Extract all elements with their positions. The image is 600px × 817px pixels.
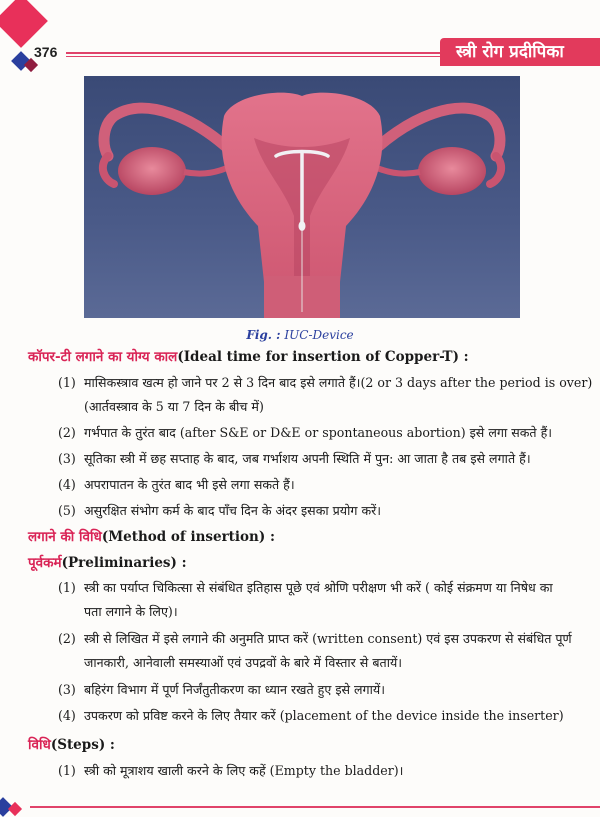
list-number: (1) bbox=[58, 763, 76, 778]
list-item bbox=[28, 679, 385, 701]
list-item bbox=[28, 760, 403, 782]
list-text: उपकरण को प्रविष्ट करने के लिए तैयार करें (placement of the device inside the inserter) bbox=[84, 708, 564, 723]
list-item bbox=[28, 577, 553, 599]
heading-english: (Ideal time for insertion of Copper-T) : bbox=[177, 349, 469, 365]
list-number: (1) bbox=[58, 580, 76, 595]
heading-english: (Method of insertion) : bbox=[101, 529, 275, 545]
heading-english: (Steps) : bbox=[50, 737, 115, 753]
list-text: स्त्री से लिखित में इसे लगाने की अनुमति प्राप्त करें (written consent) एवं इस उपकरण से संबंधित पूर्ण bbox=[84, 631, 572, 646]
page-number: 376 bbox=[34, 44, 58, 60]
section-heading-ideal-time bbox=[28, 347, 469, 365]
list-text: बहिरंग विभाग में पूर्ण निर्जंतुतीकरण का ध्यान रखते हुए इसे लगायें। bbox=[84, 682, 385, 697]
list-text: गर्भपात के तुरंत बाद (after S&E or D&E or spontaneous abortion) इसे लगा सकते हैं। bbox=[84, 425, 553, 440]
list-item bbox=[28, 448, 531, 470]
heading-hindi: लगाने की विधि bbox=[28, 529, 102, 545]
list-item bbox=[28, 474, 295, 496]
section-heading-preliminaries bbox=[28, 553, 187, 571]
heading-hindi: पूर्वकर्म bbox=[28, 555, 62, 571]
list-item bbox=[28, 422, 552, 444]
list-number: (1) bbox=[58, 375, 76, 390]
list-number: (4) bbox=[58, 708, 76, 723]
list-text: अपरापातन के तुरंत बाद भी इसे लगा सकते हैं। bbox=[84, 477, 295, 492]
list-number: (3) bbox=[58, 682, 76, 697]
list-text: स्त्री का पर्याप्त चिकित्सा से संबंधित इतिहास पूछे एवं श्रोणि परीक्षण भी करें ( कोई संक्रमण या निषेध का bbox=[84, 580, 553, 595]
figure-caption bbox=[0, 328, 600, 342]
header-rule bbox=[66, 52, 444, 54]
list-item-continuation: जानकारी, आनेवाली समस्याओं एवं उपद्रवों के बारे में विस्तार से बतायें। bbox=[84, 655, 403, 670]
list-number: (2) bbox=[58, 425, 76, 440]
header-diamond-red bbox=[0, 0, 48, 48]
list-text: असुरक्षित संभोग कर्म के बाद पाँच दिन के अंदर इसका प्रयोग करें। bbox=[84, 503, 382, 518]
section-heading-steps bbox=[28, 735, 115, 753]
heading-hindi: विधि bbox=[28, 737, 51, 753]
list-text: मासिकस्त्राव खत्म हो जाने पर 2 से 3 दिन बाद इसे लगाते हैं।(2 or 3 days after the period is over) bbox=[84, 375, 593, 390]
book-title: स्त्री रोग प्रदीपिका bbox=[440, 38, 600, 66]
section-heading-method bbox=[28, 527, 275, 545]
list-text: स्त्री को मूत्राशय खाली करने के लिए कहें (Empty the bladder)। bbox=[84, 763, 404, 778]
uterus-illustration bbox=[84, 76, 520, 318]
heading-hindi: कॉपर-टी लगाने का योग्य काल bbox=[28, 349, 178, 365]
list-item bbox=[28, 705, 564, 727]
list-item-continuation: पता लगाने के लिए)। bbox=[84, 604, 178, 619]
list-item-continuation: (आर्तवस्त्राव के 5 या 7 दिन के बीच में) bbox=[84, 399, 264, 414]
list-number: (2) bbox=[58, 631, 76, 646]
list-text: सूतिका स्त्री में छह सप्ताह के बाद, जब गर्भाशय अपनी स्थिति में पुन: आ जाता है तब इसे लगाते हैं। bbox=[84, 451, 531, 466]
header-rule-thin bbox=[66, 56, 444, 57]
figure-caption-text: IUC-Device bbox=[284, 328, 354, 342]
iud-figure bbox=[84, 76, 520, 318]
list-item bbox=[28, 500, 381, 522]
list-number: (4) bbox=[58, 477, 76, 492]
figure-caption-label: Fig. : bbox=[246, 328, 281, 342]
list-number: (5) bbox=[58, 503, 76, 518]
list-item bbox=[28, 372, 592, 394]
list-item bbox=[28, 628, 572, 650]
footer-rule bbox=[30, 806, 600, 808]
heading-english: (Preliminaries) : bbox=[61, 555, 187, 571]
list-number: (3) bbox=[58, 451, 76, 466]
